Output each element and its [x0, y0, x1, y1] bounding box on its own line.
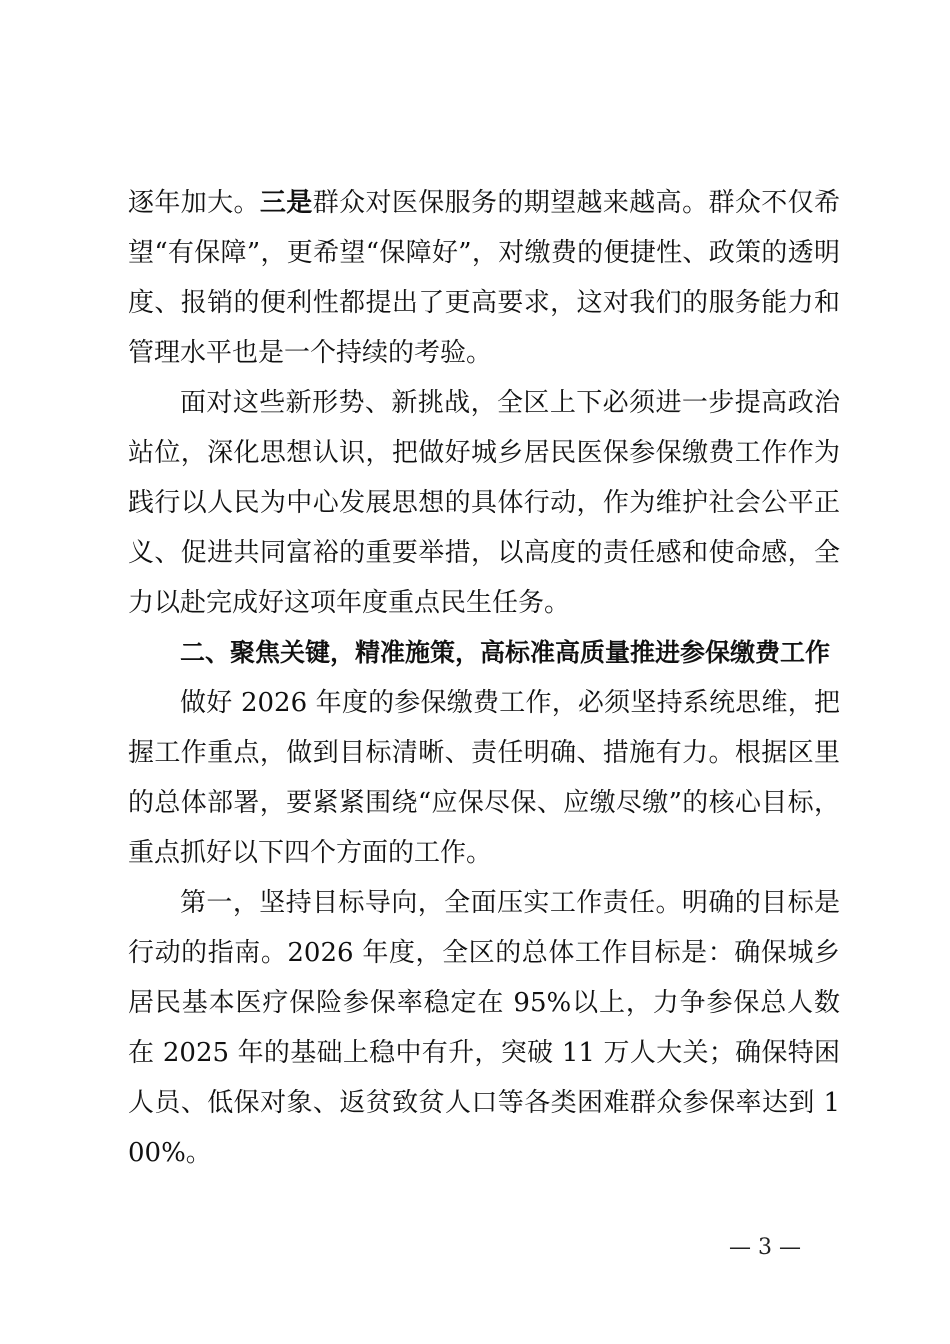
paragraph-bold-marker: 三是: [259, 188, 313, 218]
paragraph-continuation: [128, 178, 840, 378]
body-text: [128, 178, 840, 1178]
paragraph-2026-work: 做好 2026 年度的参保缴费工作，必须坚持系统思维，把握工作重点，做到目标清晰、责任明确、措施有力。根据区里的总体部署，要紧紧围绕“应保尽保、应缴尽缴”的核心目标，重点抓好以下四个方面的工作。: [128, 688, 840, 868]
paragraph-lead: 逐年加大。: [128, 188, 260, 218]
paragraph-new-situation: 面对这些新形势、新挑战，全区上下必须进一步提高政治站位，深化思想认识，把做好城乡居民医保参保缴费工作作为践行以人民为中心发展思想的具体行动，作为维护社会公平正义、促进共同富裕的重要举措，以高度的责任感和使命感，全力以赴完成好这项年度重点民生任务。: [128, 388, 840, 618]
paragraph-first-goal: 第一，坚持目标导向，全面压实工作责任。明确的目标是行动的指南。2026 年度，全区的总体工作目标是：确保城乡居民基本医疗保险参保率稳定在 95%以上，力争参保总人数在 2025 年的基础上稳中有升，突破 11 万人大关；确保特困人员、低保对象、返贫致贫人口等各类困难群众参保率达到 100%。: [128, 888, 840, 1168]
page-number: — 3 —: [729, 1235, 801, 1260]
paragraph-rest: 群众对医保服务的期望越来越高。群众不仅希望“有保障”，更希望“保障好”，对缴费的便捷性、政策的透明度、报销的便利性都提出了更高要求，这对我们的服务能力和管理水平也是一个持续的考验。: [128, 188, 840, 368]
section-heading: 二、聚焦关键，精准施策，高标准高质量推进参保缴费工作: [180, 638, 831, 667]
